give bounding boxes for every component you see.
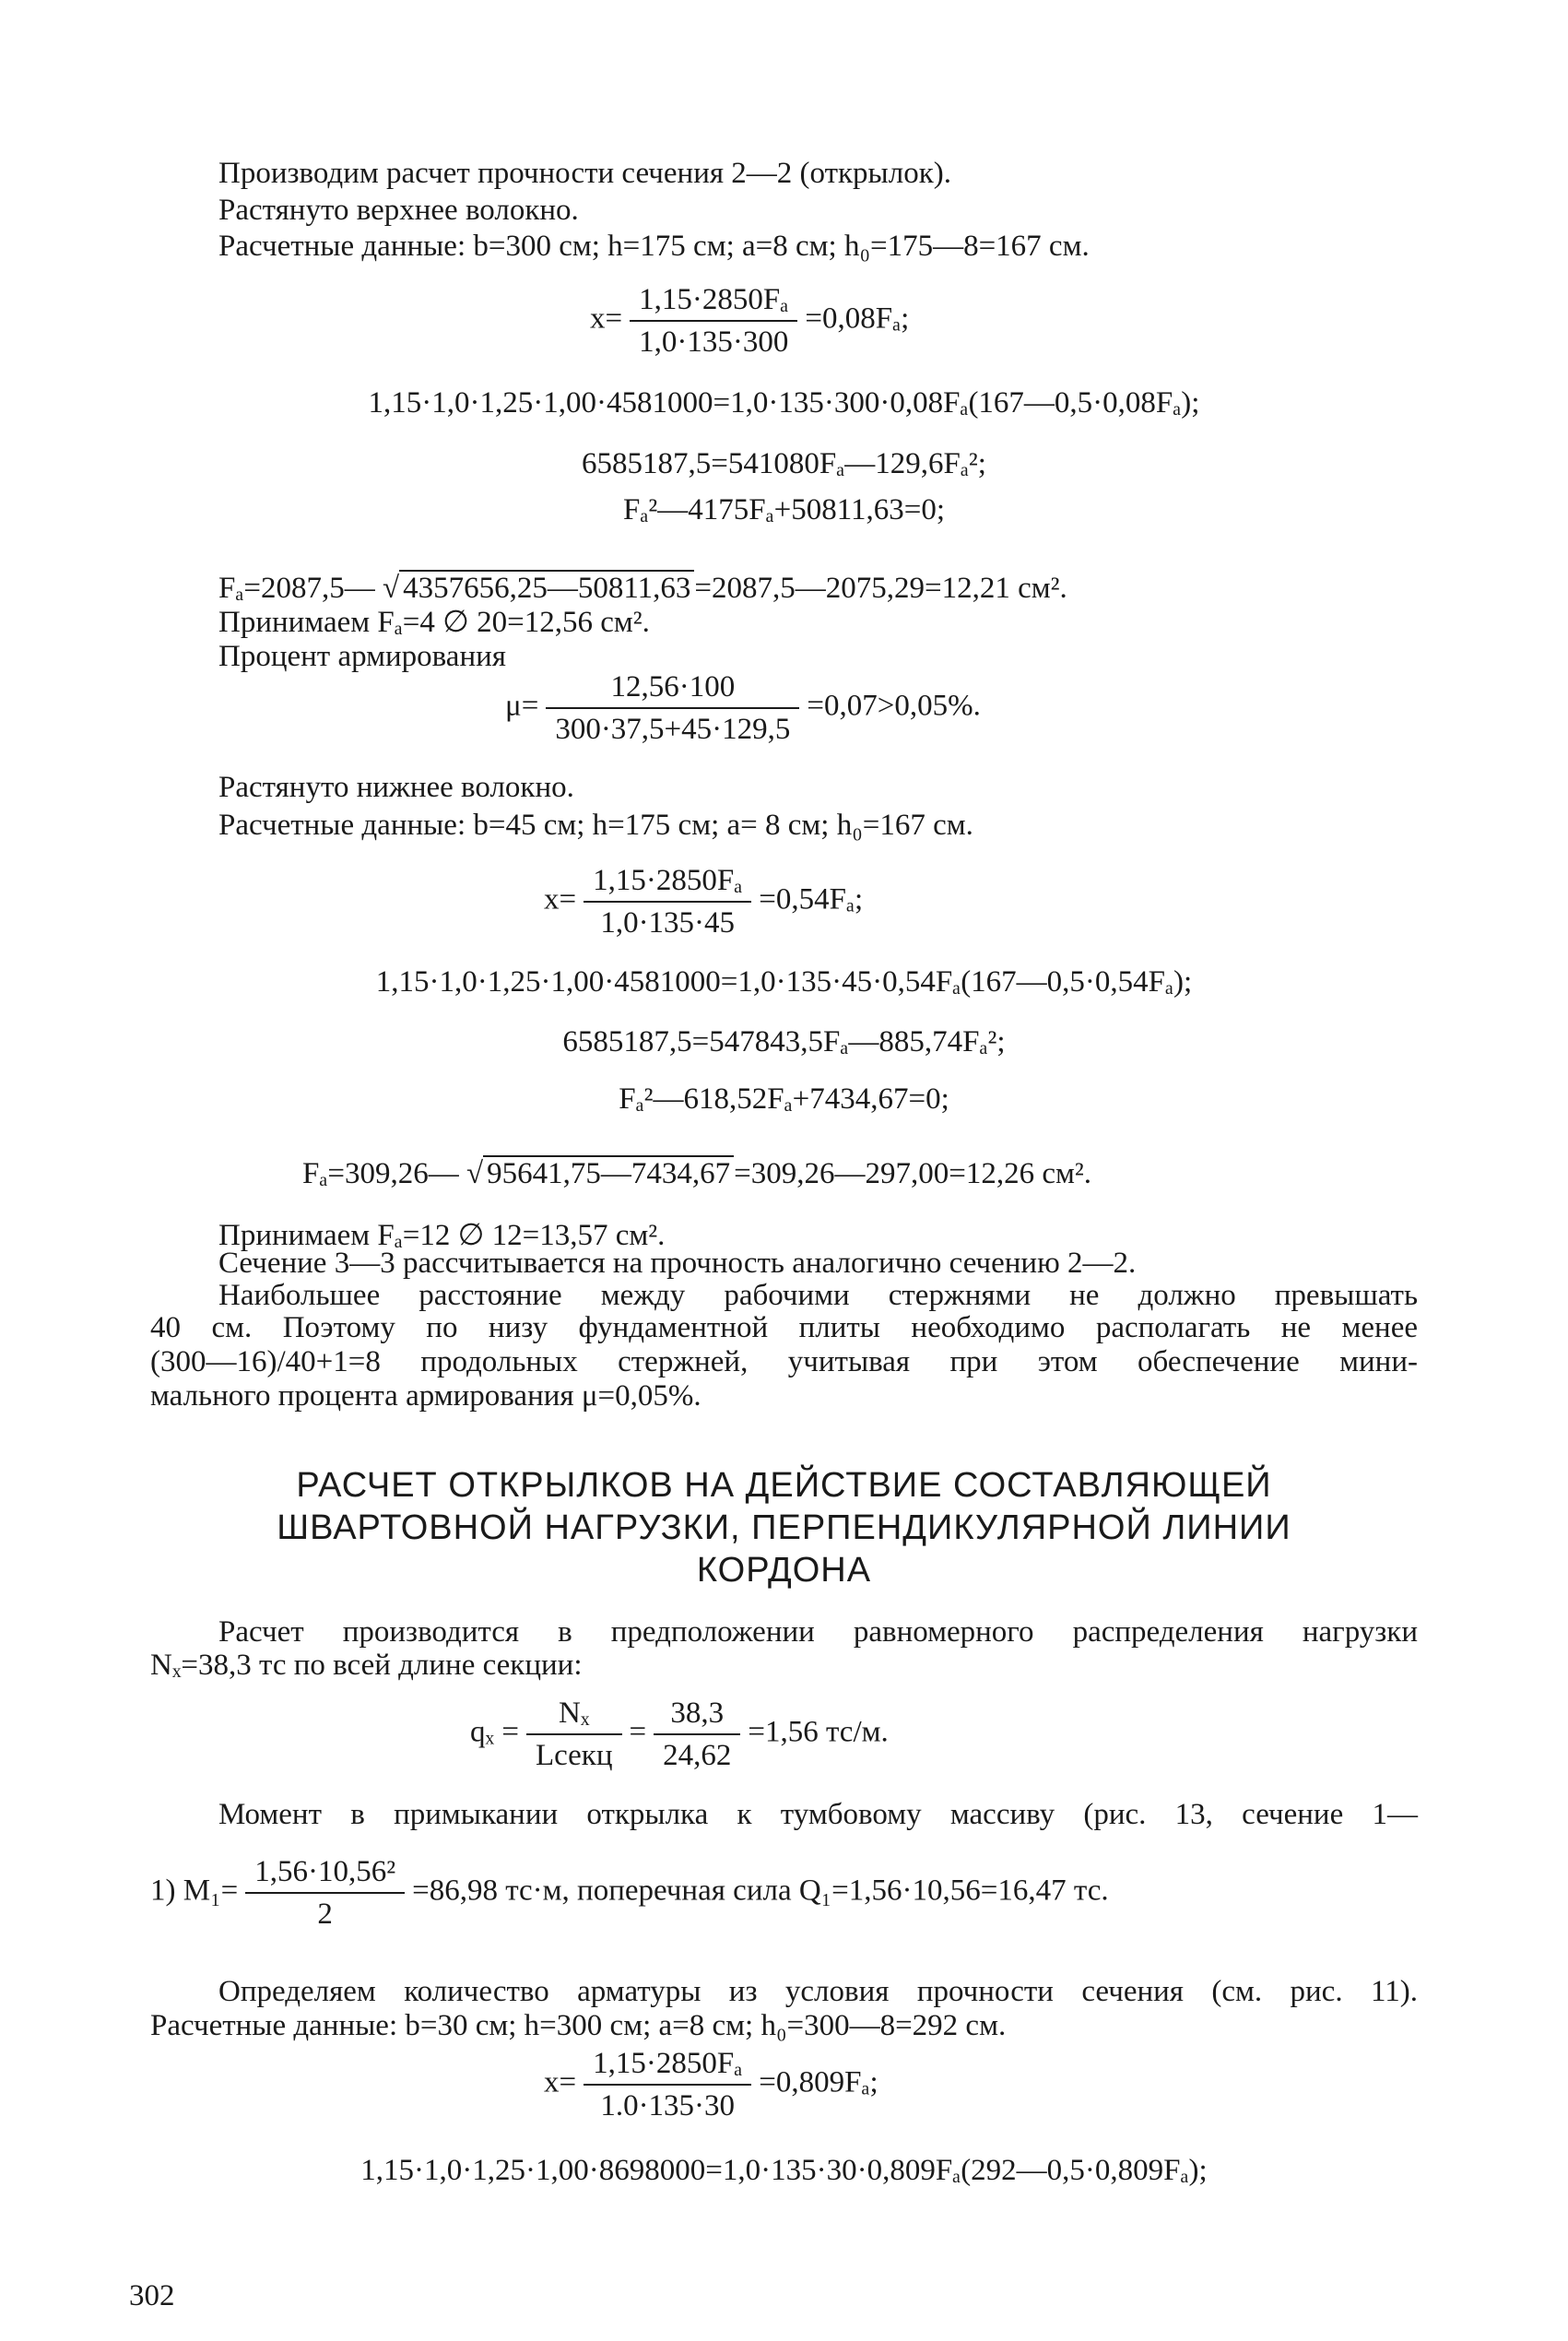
equation-x-2: x= $\frac{\text{1,15·2850Fₐ}}{1,0\cdot 135\cdot 45}$ =0,54Fₐ; <box>544 864 864 940</box>
paragraph-reinforcement-line-1: Определяем количество арматуры из условия прочности сечения (см. рис. 11). <box>218 1975 1418 2008</box>
equation-x-1: x= $\frac{\text{1,15·2850Fₐ}}{1,0\cdot 135\cdot 300}$ =0,08Fₐ; <box>590 283 910 359</box>
fraction: $\frac{\text{1,15·2850Fₐ}}{1,0\cdot 135\cdot 300}$ <box>630 281 797 361</box>
equation-root-2: Fₐ=309,26— √ 95641,75—7434,67 =309,26—297,00=12,26 см². <box>302 1157 1092 1190</box>
paragraph-load-line-2: Nₓ=38,3 тс по всей длине секции: <box>150 1649 583 1682</box>
equation-moment-1: 1,15·1,0·1,25·1,00·4581000=1,0·135·300·0,08Fₐ(167—0,5·0,08Fₐ); <box>368 386 1200 420</box>
paragraph-section-2-2: Производим расчет прочности сечения 2—2 (открылок). <box>218 157 951 190</box>
paragraph-reinforcement-line-2: Расчетные данные: b=30 см; h=300 см; a=8 см; h₀=300—8=292 см. <box>150 2009 1007 2042</box>
paragraph-accept-2: Принимаем Fₐ=12 ∅ 12=13,57 см². <box>218 1219 666 1252</box>
paragraph-accept-1: Принимаем Fₐ=4 ∅ 20=12,56 см². <box>218 606 650 639</box>
fraction: $\frac{\text{1,15·2850Fₐ}}{1,0\cdot 135\cdot 45}$ <box>584 862 751 941</box>
radical: 4357656,25—50811,63 <box>399 570 694 605</box>
paragraph-load-line-1: Расчет производится в предположении равномерного распределения нагрузки <box>218 1615 1418 1649</box>
equation-quadratic-1b: Fₐ²—4175Fₐ+50811,63=0; <box>622 493 946 526</box>
equation-quadratic-2a: 6585187,5=547843,5Fₐ—885,74Fₐ²; <box>562 1025 1006 1058</box>
paragraph-spacing-line-4: мального процента армирования μ=0,05%. <box>150 1379 701 1413</box>
equation-moment-3: 1,15·1,0·1,25·1,00·8698000=1,0·135·30·0,809Fₐ(292—0,5·0,809Fₐ); <box>360 2154 1208 2187</box>
paragraph-spacing-line-2: 40 см. Поэтому по низу фундаментной плиты необходимо располагать не менее <box>150 1311 1418 1344</box>
paragraph-design-data-1: Расчетные данные: b=300 см; h=175 см; a=8 см; h₀=175—8=167 см. <box>218 230 1090 263</box>
equation-moment-2: 1,15·1,0·1,25·1,00·4581000=1,0·135·45·0,54Fₐ(167—0,5·0,54Fₐ); <box>375 965 1193 999</box>
paragraph-spacing-line-3: (300—16)/40+1=8 продольных стержней, учитывая при этом обеспечение мини- <box>150 1345 1418 1378</box>
equation-mu: μ= $\frac{12,56\cdot 100}{300\cdot 37,5+45\cdot 129,5}$ =0,07>0,05%. <box>505 670 981 746</box>
section-heading-line-3: КОРДОНА <box>696 1551 872 1590</box>
radical: 95641,75—7434,67 <box>483 1155 734 1190</box>
equation-x-3: x= $\frac{\text{1,15·2850Fₐ}}{1.0\cdot 135\cdot 30}$ =0,809Fₐ; <box>544 2047 878 2122</box>
equation-quadratic-2b: Fₐ²—618,52Fₐ+7434,67=0; <box>619 1082 949 1116</box>
fraction: $\frac{\text{1,56·10,56²}}{2}$ <box>245 1853 405 1933</box>
equation-m1: 1) M₁= $\frac{\text{1,56·10,56²}}{2}$ =86,98 тс·м, поперечная сила Q₁=1,56·10,56=16,47 тс. <box>150 1855 1109 1931</box>
section-heading-line-2: ШВАРТОВНОЙ НАГРУЗКИ, ПЕРПЕНДИКУЛЯРНОЙ ЛИНИИ <box>277 1508 1291 1547</box>
fraction: $\frac{12,56\cdot 100}{300\cdot 37,5+45\cdot 129,5}$ <box>546 668 799 748</box>
fraction: $\frac{\text{1,15·2850Fₐ}}{1.0\cdot 135\cdot 30}$ <box>584 2045 751 2124</box>
paragraph-moment-intro: Момент в примыкании открылка к тумбовому массиву (рис. 13, сечение 1— <box>218 1798 1418 1831</box>
paragraph-percent: Процент армирования <box>218 640 506 673</box>
section-heading-line-1: РАСЧЕТ ОТКРЫЛКОВ НА ДЕЙСТВИЕ СОСТАВЛЯЮЩЕЙ <box>296 1466 1272 1505</box>
paragraph-upper-fiber: Растянуто верхнее волокно. <box>218 194 579 227</box>
paragraph-spacing-line-1: Наибольшее расстояние между рабочими стержнями не должно превышать <box>218 1279 1418 1312</box>
fraction: $\frac{\text{Nₓ}}{\text{Lсекц}}$ <box>526 1695 622 1774</box>
paragraph-lower-fiber: Растянуто нижнее волокно. <box>218 771 574 804</box>
equation-quadratic-1a: 6585187,5=541080Fₐ—129,6Fₐ²; <box>582 447 986 480</box>
fraction: $\frac{38,3}{24,62}$ <box>654 1695 740 1774</box>
paragraph-design-data-2: Расчетные данные: b=45 см; h=175 см; a= 8 см; h₀=167 см. <box>218 809 973 842</box>
equation-root-1: Fₐ=2087,5— √ 4357656,25—50811,63 =2087,5—2075,29=12,21 см². <box>218 572 1067 605</box>
page-number: 302 <box>129 2279 175 2312</box>
equation-qx: qₓ = $\frac{\text{Nₓ}}{\text{Lсекц}}$ = $\frac{38,3}{24,62}$ =1,56 тс/м. <box>470 1697 889 1772</box>
paragraph-section-3-3: Сечение 3—3 рассчитывается на прочность аналогично сечению 2—2. <box>218 1247 1137 1280</box>
